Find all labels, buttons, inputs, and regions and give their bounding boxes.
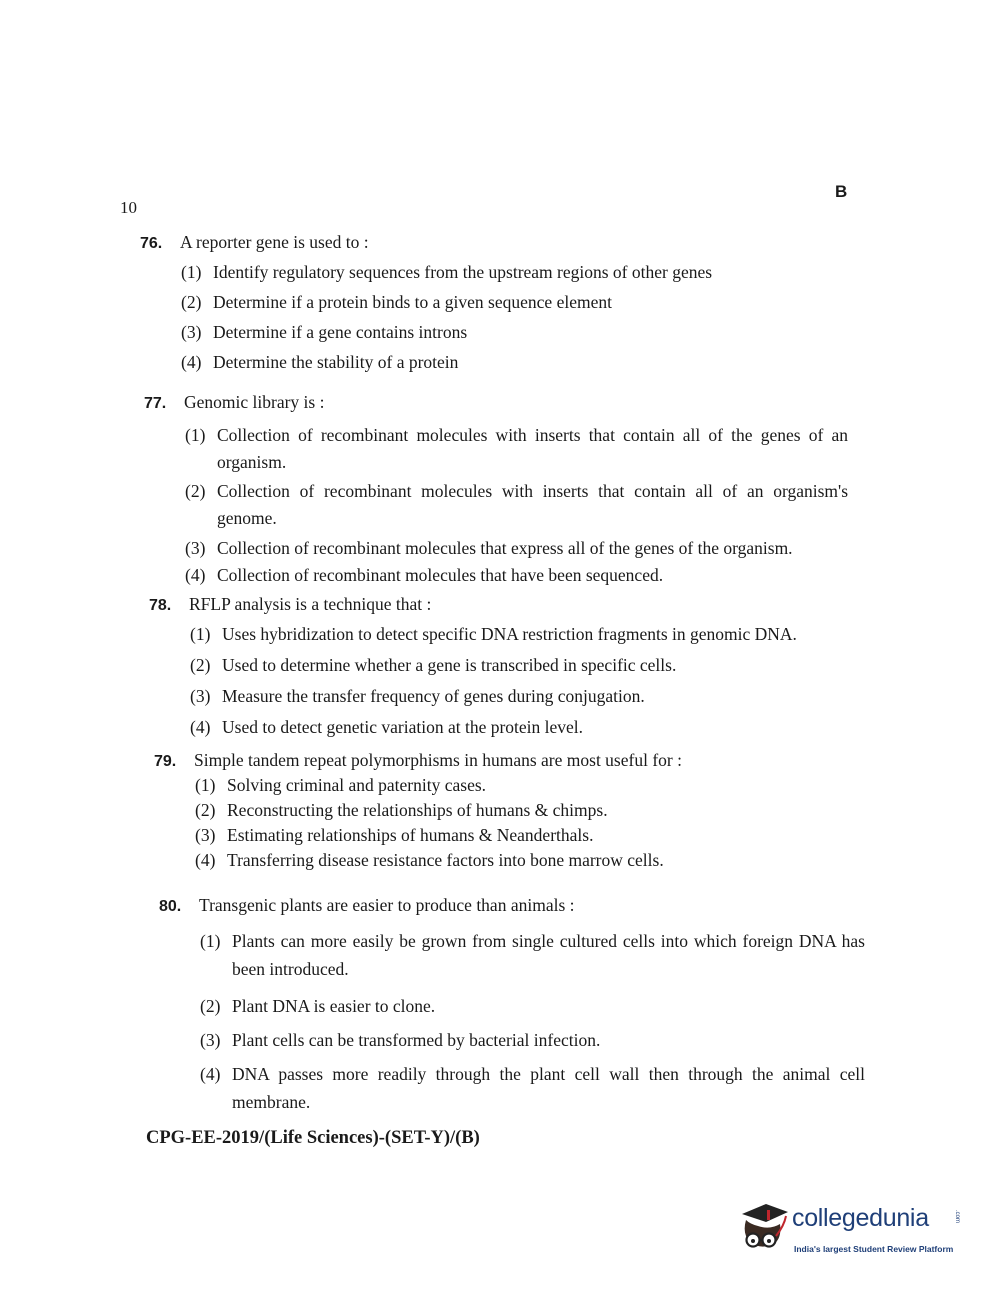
question-80 bbox=[159, 895, 865, 1116]
option-4 bbox=[195, 850, 854, 872]
brand-suffix: .com bbox=[954, 1210, 960, 1224]
option-4 bbox=[200, 1060, 865, 1116]
option-text: Determine the stability of a protein bbox=[213, 351, 459, 372]
option-1 bbox=[195, 775, 854, 797]
option-1 bbox=[185, 422, 848, 476]
question-number: 79. bbox=[154, 753, 177, 770]
option-number: (1) bbox=[185, 425, 206, 445]
set-code: B bbox=[835, 182, 848, 201]
option-number: (2) bbox=[190, 654, 211, 675]
question-number: 78. bbox=[149, 597, 172, 614]
question-number: 77. bbox=[144, 395, 167, 412]
option-text: Determine if a protein binds to a given sequence element bbox=[213, 291, 612, 312]
option-2 bbox=[200, 992, 865, 1020]
option-4 bbox=[185, 562, 848, 589]
option-number: (1) bbox=[195, 775, 216, 795]
option-text: Collection of recombinant molecules with inserts that contain all of the genes of an organism. bbox=[217, 425, 848, 473]
option-1 bbox=[181, 262, 760, 284]
option-text: Collection of recombinant molecules with inserts that contain all of an organism's genome. bbox=[217, 481, 848, 529]
option-number: (4) bbox=[181, 351, 202, 372]
option-2 bbox=[185, 478, 848, 532]
question-text: RFLP analysis is a technique that : bbox=[189, 594, 432, 614]
option-number: (4) bbox=[185, 564, 206, 585]
option-number: (2) bbox=[195, 799, 216, 820]
option-number: (3) bbox=[181, 321, 202, 342]
option-list bbox=[190, 624, 859, 739]
option-text: Reconstructing the relationships of humans & chimps. bbox=[227, 799, 608, 820]
option-number: (2) bbox=[185, 481, 206, 502]
paper-code: CPG-EE-2019/(Life Sciences)-(SET-Y)/(B) bbox=[146, 1128, 480, 1148]
option-text: Solving criminal and paternity cases. bbox=[227, 775, 487, 795]
option-number: (2) bbox=[200, 996, 221, 1016]
question-text: Genomic library is : bbox=[184, 392, 325, 412]
question-text: Transgenic plants are easier to produce than animals : bbox=[199, 895, 575, 915]
option-text: Transferring disease resistance factors into bone marrow cells. bbox=[227, 849, 664, 870]
option-number: (4) bbox=[190, 716, 211, 737]
option-4 bbox=[190, 717, 859, 739]
option-text: Plant cells can be transformed by bacterial infection. bbox=[232, 1030, 601, 1050]
option-list bbox=[195, 775, 854, 872]
option-3 bbox=[181, 322, 760, 344]
option-1 bbox=[190, 624, 859, 646]
option-number: (3) bbox=[200, 1030, 221, 1050]
option-text: Plants can more easily be grown from single cultured cells into which foreign DNA has been introduced. bbox=[232, 931, 865, 979]
brand-tagline: India's largest Student Review Platform bbox=[794, 1244, 954, 1254]
option-number: (3) bbox=[195, 824, 216, 845]
question-number: 80. bbox=[159, 898, 182, 915]
option-number: (4) bbox=[200, 1064, 221, 1084]
option-2 bbox=[195, 800, 854, 822]
question-number: 76. bbox=[140, 235, 163, 252]
option-3 bbox=[195, 825, 854, 847]
option-number: (1) bbox=[190, 624, 211, 644]
option-text: Used to determine whether a gene is transcribed in specific cells. bbox=[222, 654, 677, 675]
option-list bbox=[200, 927, 865, 1116]
option-number: (1) bbox=[181, 262, 202, 282]
option-text: Collection of recombinant molecules that have been sequenced. bbox=[217, 564, 664, 585]
option-text: Estimating relationships of humans & Neanderthals. bbox=[227, 824, 594, 845]
option-text: Collection of recombinant molecules that express all of the genes of the organism. bbox=[217, 537, 793, 558]
brand-name: collegedunia bbox=[792, 1204, 929, 1232]
option-number: (1) bbox=[200, 931, 221, 951]
page-number: 10 bbox=[120, 198, 137, 217]
option-3 bbox=[200, 1026, 865, 1054]
option-number: (4) bbox=[195, 849, 216, 870]
option-text: Used to detect genetic variation at the protein level. bbox=[222, 716, 584, 737]
question-76 bbox=[140, 232, 760, 374]
option-text: DNA passes more readily through the plant cell wall then through the animal cell membrane. bbox=[232, 1064, 865, 1112]
question-text: Simple tandem repeat polymorphisms in humans are most useful for : bbox=[194, 750, 682, 770]
option-3 bbox=[190, 686, 859, 708]
option-text: Uses hybridization to detect specific DNA restriction fragments in genomic DNA. bbox=[222, 624, 797, 644]
option-text: Identify regulatory sequences from the upstream regions of other genes bbox=[213, 262, 713, 282]
option-list bbox=[185, 422, 848, 589]
option-2 bbox=[181, 292, 760, 314]
option-4 bbox=[181, 352, 760, 374]
option-text: Measure the transfer frequency of genes during conjugation. bbox=[222, 685, 645, 706]
option-number: (3) bbox=[190, 685, 211, 706]
option-number: (3) bbox=[185, 537, 206, 558]
option-list bbox=[181, 262, 760, 374]
mascot-icon bbox=[736, 1196, 792, 1258]
option-1 bbox=[200, 927, 865, 983]
option-text: Plant DNA is easier to clone. bbox=[232, 996, 436, 1016]
question-77 bbox=[144, 392, 848, 589]
option-3 bbox=[185, 535, 848, 562]
question-78 bbox=[149, 594, 859, 739]
option-number: (2) bbox=[181, 291, 202, 312]
option-2 bbox=[190, 655, 859, 677]
option-text: Determine if a gene contains introns bbox=[213, 321, 468, 342]
question-text: A reporter gene is used to : bbox=[180, 232, 369, 252]
question-79 bbox=[154, 750, 854, 872]
collegedunia-logo bbox=[736, 1196, 966, 1266]
